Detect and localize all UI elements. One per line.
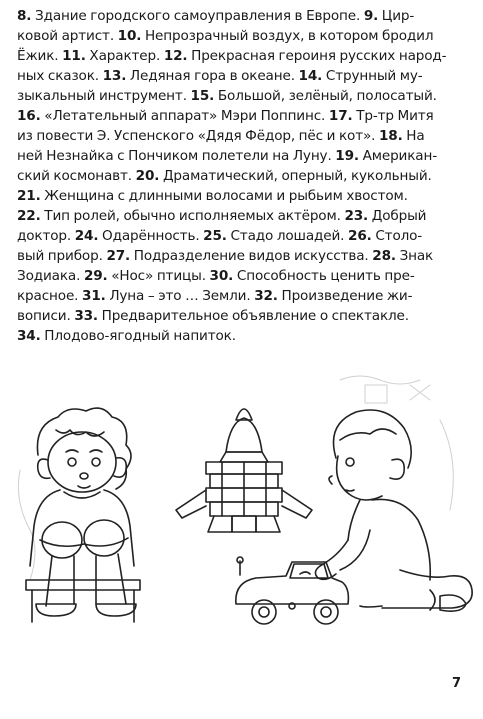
text-line	[17, 226, 469, 246]
clue-text: вописи.	[17, 308, 75, 324]
clue-text: ней Незнайка с Пончиком полетели на Луну.	[17, 148, 336, 164]
text-line	[17, 106, 469, 126]
clue-text: Женщина с длинными волосами и рыбьим хвостом.	[40, 188, 408, 204]
clue-text: Произведение жи-	[277, 288, 413, 304]
clue-text: Ёжик.	[17, 48, 63, 64]
text-line	[17, 6, 469, 26]
clue-number: 22.	[17, 208, 41, 224]
clue-number: 12.	[163, 48, 188, 64]
clue-text: Стадо лошадей.	[226, 228, 349, 244]
clue-number: 33.	[74, 308, 98, 324]
clue-text: красное.	[17, 288, 83, 304]
boy-sitting-icon	[26, 408, 140, 622]
clue-text: Добрый	[368, 208, 427, 224]
clue-text: Подразделение видов искусства.	[130, 248, 373, 264]
text-line	[17, 46, 469, 66]
clue-number: 21.	[17, 188, 41, 204]
toy-rocket-icon	[176, 409, 312, 532]
background-sketch	[18, 376, 453, 580]
clue-number: 25.	[203, 228, 227, 244]
clue-text: Знак	[395, 248, 434, 264]
clue-number: 29.	[83, 268, 108, 284]
text-line	[17, 126, 469, 146]
clue-number: 34.	[17, 328, 41, 344]
clue-number: 14.	[298, 68, 323, 84]
text-line	[17, 266, 469, 286]
clue-number: 11.	[62, 48, 86, 64]
clue-text: Прекрасная героиня русских народ-	[187, 48, 447, 64]
clue-list	[17, 6, 469, 346]
clue-text: зыкальный инструмент.	[17, 88, 191, 104]
clue-number: 27.	[106, 248, 131, 264]
clue-text: Цир-	[378, 8, 415, 24]
clue-number: 15.	[190, 88, 215, 104]
text-line	[17, 246, 469, 266]
toy-car-icon	[236, 557, 349, 624]
clue-text: Столо-	[371, 228, 423, 244]
clue-number: 30.	[209, 268, 234, 284]
clue-number: 31.	[82, 288, 106, 304]
clue-number: 8.	[17, 8, 32, 24]
clue-text: Луна – это … Земли.	[105, 288, 255, 304]
clue-number: 10.	[117, 28, 142, 44]
coloring-illustration	[0, 372, 483, 672]
clue-text: ных сказок.	[17, 68, 103, 84]
clue-number: 32.	[254, 288, 278, 304]
clue-text: Струнный му-	[322, 68, 423, 84]
clue-number: 23.	[344, 208, 369, 224]
text-line	[17, 326, 469, 346]
clue-number: 28.	[372, 248, 396, 264]
clue-number: 17.	[328, 108, 353, 124]
clue-text: Тип ролей, обычно исполняемых актёром.	[40, 208, 345, 224]
clue-text: Способность ценить пре-	[233, 268, 415, 284]
clue-text: Американ-	[358, 148, 437, 164]
clue-text: Драматический, оперный, кукольный.	[159, 168, 432, 184]
clue-number: 20.	[135, 168, 160, 184]
text-line	[17, 186, 469, 206]
clue-number: 26.	[348, 228, 372, 244]
clue-text: Непрозрачный воздух, в котором бродил	[141, 28, 434, 44]
clue-text: ковой артист.	[17, 28, 118, 44]
clue-number: 16.	[17, 108, 41, 124]
clue-text: Тр-тр Митя	[352, 108, 434, 124]
clue-text: Зодиака.	[17, 268, 84, 284]
text-line	[17, 166, 469, 186]
clue-number: 9.	[363, 8, 379, 24]
text-line	[17, 26, 469, 46]
clue-text: Здание городского самоуправления в Европе.	[31, 8, 364, 24]
page-number: 7	[452, 676, 462, 691]
clue-number: 13.	[102, 68, 127, 84]
clue-text: Большой, зелёный, полосатый.	[214, 88, 437, 104]
clue-number: 19.	[335, 148, 359, 164]
clue-number: 18.	[379, 128, 403, 144]
clue-text: «Летательный аппарат» Мэри Поппинс.	[40, 108, 329, 124]
clue-text: На	[402, 128, 425, 144]
clue-number: 24.	[74, 228, 99, 244]
clue-text: из повести Э. Успенского «Дядя Фёдор, пёс и кот».	[17, 128, 379, 144]
text-line	[17, 66, 469, 86]
text-line	[17, 286, 469, 306]
text-line	[17, 86, 469, 106]
clue-text: доктор.	[17, 228, 75, 244]
text-line	[17, 206, 469, 226]
clue-text: Предварительное объявление о спектакле.	[97, 308, 409, 324]
text-line	[17, 306, 469, 326]
clue-text: Плодово-ягодный напиток.	[40, 328, 236, 344]
text-line	[17, 146, 469, 166]
clue-text: «Нос» птицы.	[107, 268, 210, 284]
clue-text: Одарённость.	[98, 228, 204, 244]
clue-text: Характер.	[85, 48, 164, 64]
clue-text: Ледяная гора в океане.	[126, 68, 299, 84]
clue-text: ский космонавт.	[17, 168, 136, 184]
clue-text: вый прибор.	[17, 248, 107, 264]
